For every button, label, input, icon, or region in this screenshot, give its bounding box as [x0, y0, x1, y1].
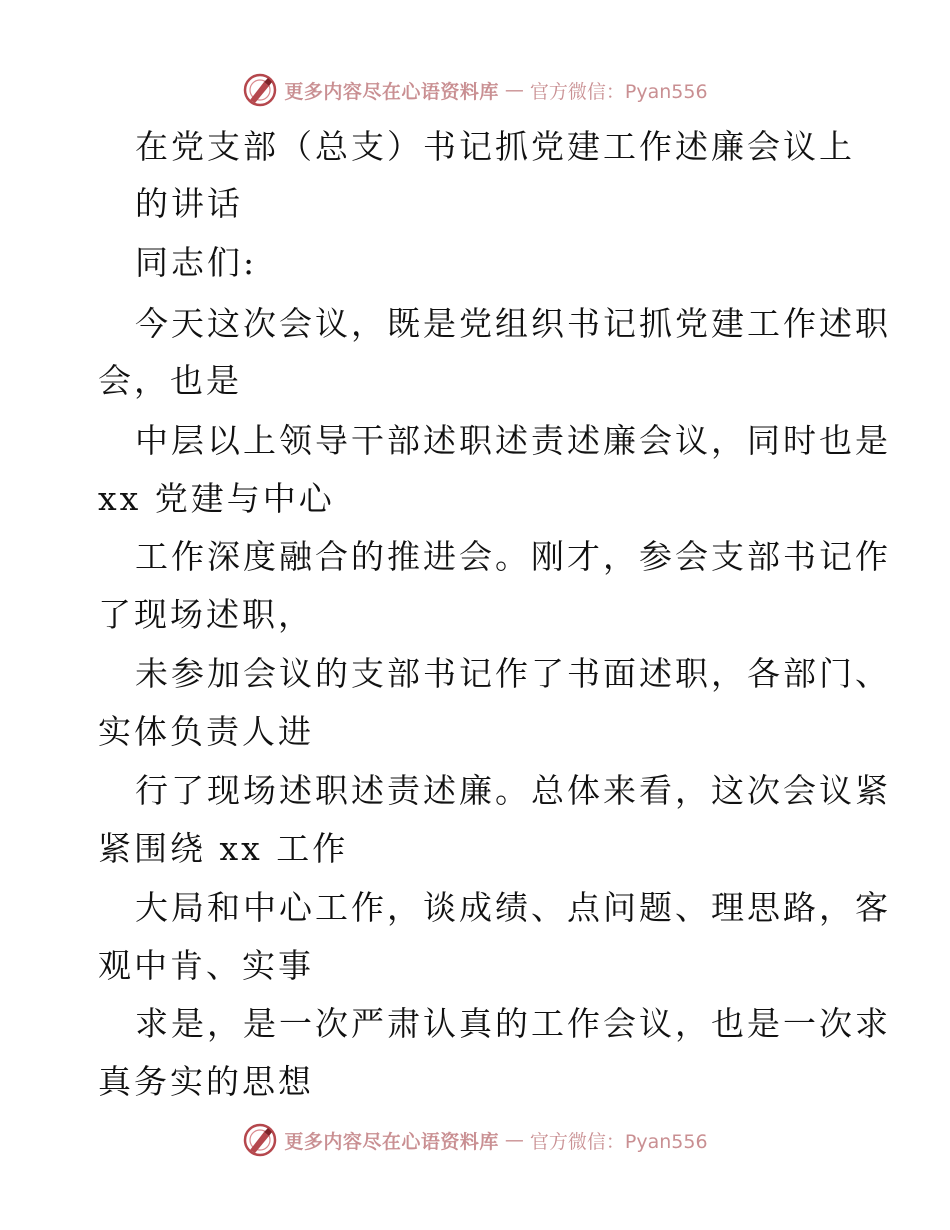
watermark-brand-text: 更多内容尽在心语资料库 [284, 1130, 499, 1153]
body-line: 真务实的思想 [98, 1062, 314, 1101]
document-title-line-1: 在党支部（总支）书记抓党建工作述廉会议上 [135, 127, 855, 166]
body-line: 紧围绕 xx 工作 [98, 829, 349, 868]
body-line: 了现场述职， [98, 595, 314, 634]
pen-nib-logo-icon [242, 72, 278, 108]
body-line: 中层以上领导干部述职述责述廉会议，同时也是 [135, 421, 891, 460]
body-line: 求是，是一次严肃认真的工作会议，也是一次求 [135, 1004, 891, 1043]
pen-nib-logo-icon [242, 1122, 278, 1158]
watermark-separator: — [504, 1129, 524, 1151]
body-line: 大局和中心工作，谈成绩、点问题、理思路，客 [135, 888, 891, 927]
watermark-contact-text: 官方微信：Pyan556 [529, 1130, 708, 1153]
watermark-contact-text: 官方微信：Pyan556 [529, 80, 708, 103]
salutation: 同志们: [135, 243, 258, 282]
body-line: 实体负责人进 [98, 712, 314, 751]
document-title-line-2: 的讲话 [135, 184, 243, 223]
body-line: 会，也是 [98, 361, 242, 400]
body-line: 今天这次会议，既是党组织书记抓党建工作述职 [135, 304, 891, 343]
watermark-banner-top [0, 70, 950, 110]
watermark-separator: — [504, 79, 524, 101]
watermark-brand-text: 更多内容尽在心语资料库 [284, 80, 499, 103]
body-line: 行了现场述职述责述廉。总体来看，这次会议紧 [135, 771, 891, 810]
body-line: 观中肯、实事 [98, 946, 314, 985]
body-line: 未参加会议的支部书记作了书面述职，各部门、 [135, 654, 891, 693]
body-line: 工作深度融合的推进会。刚才，参会支部书记作 [135, 537, 891, 576]
watermark-banner-bottom [0, 1120, 950, 1160]
body-line: xx 党建与中心 [98, 479, 335, 518]
